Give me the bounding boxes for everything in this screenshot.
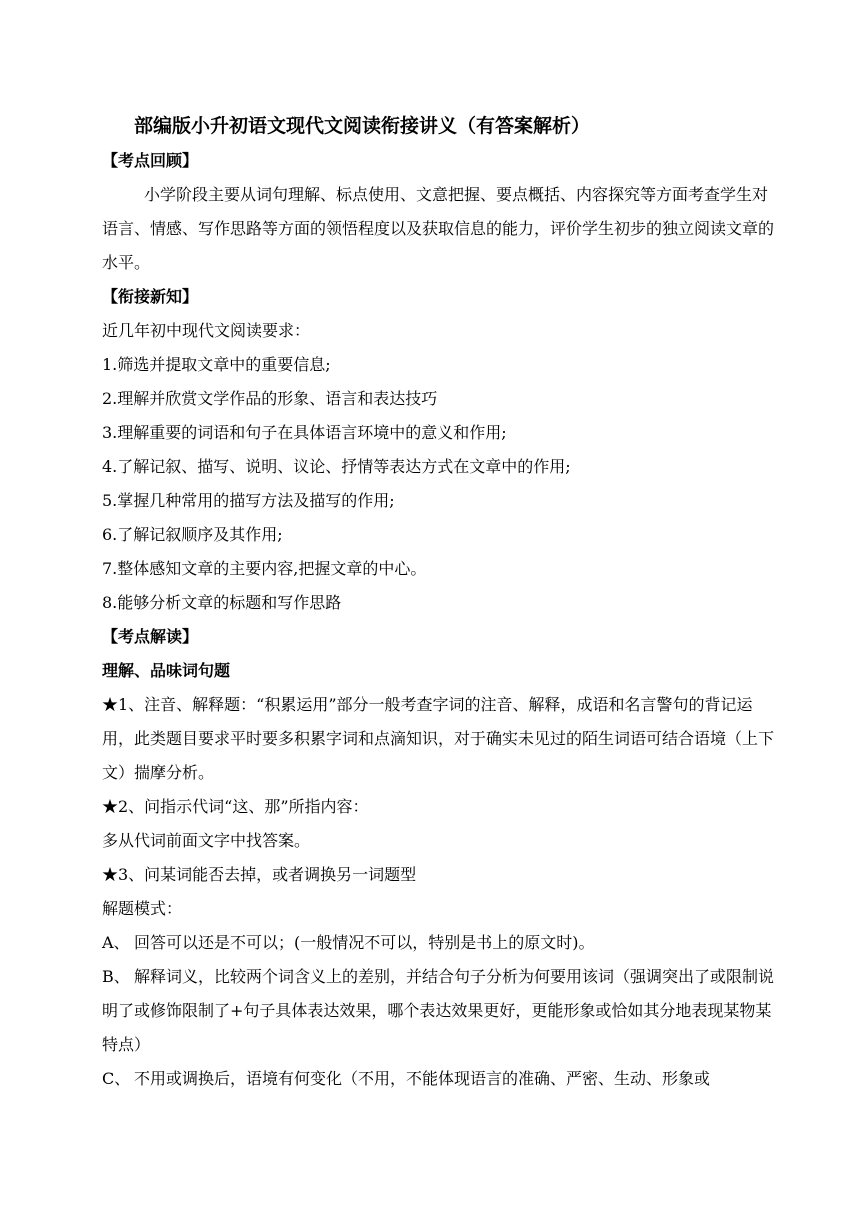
section-heading-interpretation: 【考点解读】 (102, 627, 199, 646)
option-c-text: 不用或调换后，语境有何变化（不用，不能体现语言的准确、严密、生动、形象或 (134, 1069, 711, 1088)
document-page (102, 108, 774, 1096)
option-c (102, 1062, 774, 1096)
star-item-1: ★1、注音、解释题：“积累运用”部分一般考查字词的注音、解释，成语和名言警句的背记运用，此类题目要求平时要多积累字词和点滴知识，对于确实未见过的陌生词语可结合语境（上下文）揣摩分析。 (102, 695, 775, 782)
requirement-item: 8.能够分析文章的标题和写作思路 (102, 593, 342, 612)
requirement-item: 1.筛选并提取文章中的重要信息; (102, 355, 331, 374)
requirement-item: 2.理解并欣赏文学作品的形象、语言和表达技巧 (102, 389, 438, 408)
requirement-item: 4.了解记叙、描写、说明、议论、抒情等表达方式在文章中的作用; (102, 457, 571, 476)
option-b (102, 960, 774, 1062)
requirement-item: 6.了解记叙顺序及其作用; (102, 525, 283, 544)
requirements-intro: 近几年初中现代文阅读要求： (102, 321, 311, 340)
requirement-item: 7.整体感知文章的主要内容,把握文章的中心。 (102, 559, 427, 578)
solution-mode-label: 解题模式： (102, 899, 183, 918)
option-b-text: 解释词义，比较两个词含义上的差别，并结合句子分析为何要用该词（强调突出了或限制说明了或修饰限制了+句子具体表达效果，哪个表达效果更好，更能形象或恰如其分地表现某物某特点） (102, 967, 775, 1054)
document-title: 部编版小升初语文现代文阅读衔接讲义（有答案解析） (134, 115, 591, 137)
subheading-word-sentence: 理解、品味词句题 (102, 661, 231, 680)
option-c-mark: C、 (102, 1069, 131, 1088)
requirement-item: 5.掌握几种常用的描写方法及描写的作用; (102, 491, 395, 510)
section-heading-review: 【考点回顾】 (102, 151, 199, 170)
option-a-text: 回答可以还是不可以；(一般情况不可以，特别是书上的原文时)。 (134, 933, 595, 952)
option-b-mark: B、 (102, 967, 130, 986)
star-item-3: ★3、问某词能否去掉，或者调换另一词题型 (102, 865, 417, 884)
star-item-2-answer: 多从代词前面文字中找答案。 (102, 831, 311, 850)
star-item-2: ★2、问指示代词“这、那”所指内容： (102, 797, 369, 816)
section-heading-new-knowledge: 【衔接新知】 (102, 287, 199, 306)
requirement-item: 3.理解重要的词语和句子在具体语言环境中的意义和作用; (102, 423, 507, 442)
option-a (102, 926, 774, 960)
review-paragraph: 小学阶段主要从词句理解、标点使用、文意把握、要点概括、内容探究等方面考查学生对语言、情感、写作思路等方面的领悟程度以及获取信息的能力，评价学生初步的独立阅读文章的水平。 (102, 185, 775, 272)
option-a-mark: A、 (102, 933, 130, 952)
